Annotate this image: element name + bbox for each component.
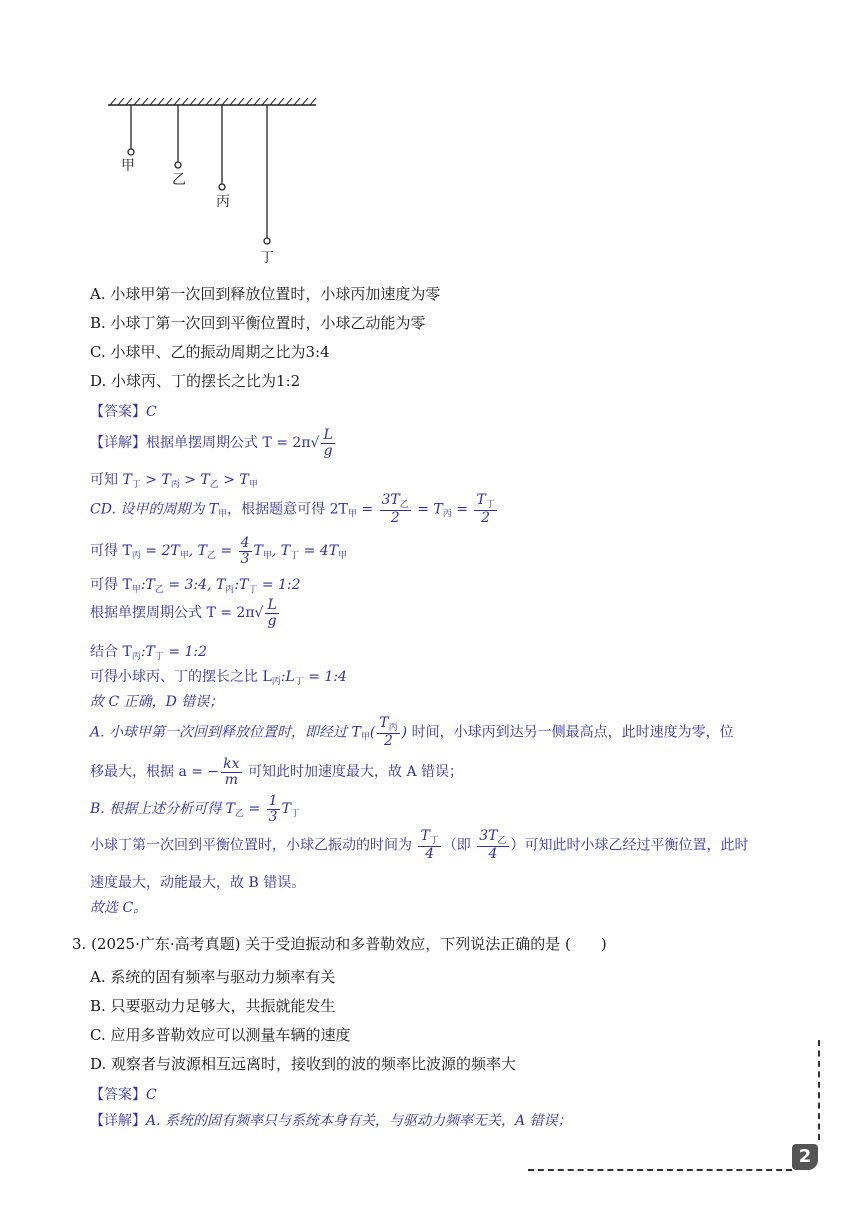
explain-line-2: 可知 $T_丁 > T_丙 > T_乙 > T_甲$ xyxy=(90,472,258,490)
explain-line-3: CD. 设甲的周期为 $T_甲$，根据题意可得 $2T_甲$ = $\frac{3T_乙}{2}$ = $T_丙$ = $\frac{T_丁}{2}$ xyxy=(90,492,495,527)
explain-line-4: 可得 $T_丙 = 2T_甲$, $T_乙$ = $\frac{4}{3}$ $T_甲$, $T_丁 = 4T_甲$ xyxy=(90,535,348,567)
explain-line-5: 可得 $T_甲:T_乙$ = 3:4, $T_丙:T_丁$ = 1:2 xyxy=(90,577,301,595)
explain-line-11: 移最大，根据 a = − $\frac{kx}{m}$ 可知此时加速度最大，故 A 错误； xyxy=(90,756,464,788)
explain-line-9: 故 C 正确，D 错误； xyxy=(90,694,224,710)
explain-line-13: 小球丁第一次回到平衡位置时，小球乙振动的时间为 $\frac{T_丁}{4}$ （即 $\frac{3T_乙}{4}$ ）可知此时小球乙经过平衡位置，此时 xyxy=(90,828,749,863)
explain-line-1: 【详解】根据单摆周期公式 T = 2π√ $\frac{L}{g}$ xyxy=(90,427,333,459)
q3-option-a: A. 系统的固有频率与驱动力频率有关 xyxy=(90,968,336,986)
answer-line: 【答案】C xyxy=(90,404,157,420)
question-3-title: 3. (2025·广东·高考真题) 关于受迫振动和多普勒效应，下列说法正确的是 ( ) xyxy=(72,935,607,953)
q3-option-d: D. 观察者与波源相互远离时，接收到的波的频率比波源的频率大 xyxy=(90,1055,517,1073)
option-b: B. 小球丁第一次回到平衡位置时，小球乙动能为零 xyxy=(90,314,426,332)
label-yi: 乙 xyxy=(172,172,186,188)
explain-line-6: 根据单摆周期公式 T = 2π√ $\frac{L}{g}$ xyxy=(90,597,277,629)
explain-line-10: A. 小球甲第一次回到释放位置时，即经过 $T_甲$( $\frac{T_丙}{2}$ ) 时间，小球丙到达另一侧最高点，此时速度为零，位 xyxy=(90,715,734,750)
q3-option-c: C. 应用多普勒效应可以测量车辆的速度 xyxy=(90,1026,351,1044)
explain-line-8: 可得小球丙、丁的摆长之比 $L_丙:L_丁$ = 1:4 xyxy=(90,669,347,687)
explain-line-12: B. 根据上述分析可得 $T_乙$ = $\frac{1}{3}$ $T_丁$ xyxy=(90,793,300,825)
q3-option-b: B. 只要驱动力足够大，共振就能发生 xyxy=(90,997,336,1015)
page-bottom-dashes xyxy=(528,1169,792,1171)
page-number-badge: 2 xyxy=(792,1144,818,1170)
option-d: D. 小球丙、丁的摆长之比为1:2 xyxy=(90,372,301,390)
explain-line-15: 故选 C。 xyxy=(90,900,148,916)
option-c: C. 小球甲、乙的振动周期之比为3:4 xyxy=(90,343,330,361)
page-edge-dashes xyxy=(818,1040,820,1140)
label-jia: 甲 xyxy=(121,158,135,174)
option-a: A. 小球甲第一次回到释放位置时，小球丙加速度为零 xyxy=(90,285,441,303)
label-bing: 丙 xyxy=(216,194,230,210)
q3-answer: 【答案】C xyxy=(90,1087,157,1103)
pendulum-figure xyxy=(100,95,330,270)
q3-explain: 【详解】A. 系统的固有频率只与系统本身有关，与驱动力频率无关，A 错误； xyxy=(90,1113,572,1129)
explain-line-7: 结合 $T_丙:T_丁$ = 1:2 xyxy=(90,644,208,662)
explain-line-14: 速度最大，动能最大，故 B 错误。 xyxy=(90,875,306,891)
label-ding: 丁 xyxy=(260,250,274,266)
